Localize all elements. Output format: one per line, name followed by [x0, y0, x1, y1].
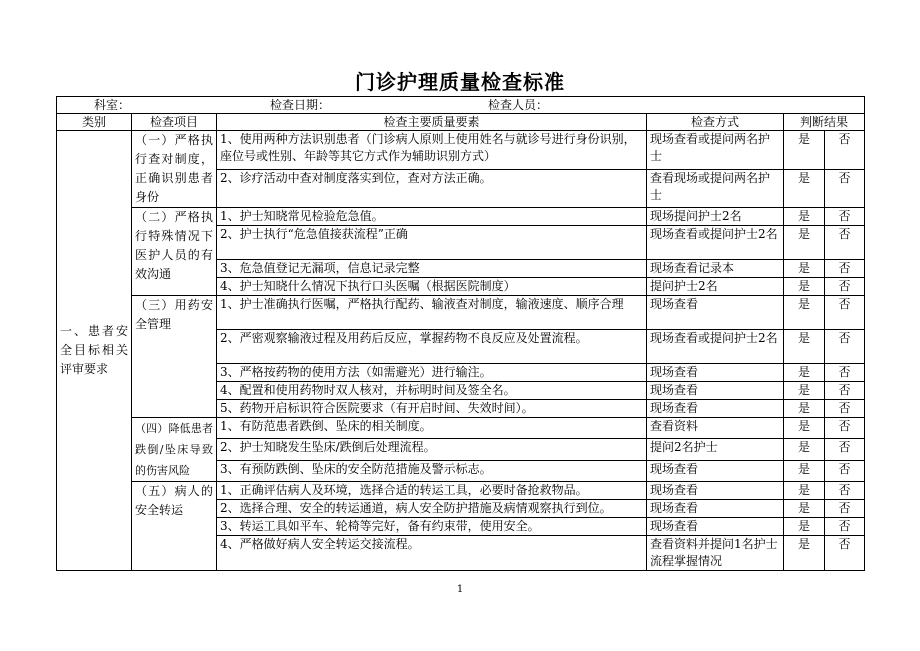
- result-yes-cell: 是: [784, 482, 825, 500]
- requirement-cell: 1、有防范患者跌倒、坠床的相关制度。: [217, 418, 647, 439]
- result-no-cell: 否: [825, 439, 865, 460]
- requirement-cell: 3、有预防跌倒、坠床的安全防范措施及警示标志。: [217, 460, 647, 481]
- result-no-cell: 否: [825, 460, 865, 481]
- requirement-cell: 3、严格按药物的使用方法（如需避光）进行输注。: [217, 364, 647, 382]
- result-yes-cell: 是: [784, 278, 825, 296]
- info-cell: [57, 97, 865, 114]
- result-yes-cell: 是: [784, 518, 825, 536]
- header-item: 检查项目: [132, 114, 217, 131]
- result-no-cell: 否: [825, 500, 865, 518]
- table-row: [57, 131, 865, 170]
- requirement-cell: 2、选择合理、安全的转运通道，病人安全防护措施及病情观察执行到位。: [217, 500, 647, 518]
- requirement-cell: 4、严格做好病人安全转运交接流程。: [217, 536, 647, 571]
- requirement-cell: 2、诊疗活动中查对制度落实到位，查对方法正确。: [217, 169, 647, 208]
- requirement-cell: 2、严密观察输液过程及用药后反应，掌握药物不良反应及处置流程。: [217, 330, 647, 364]
- method-cell: 提问2名护士: [647, 439, 784, 460]
- requirement-cell: 3、转运工具如平车、轮椅等完好，备有约束带，使用安全。: [217, 518, 647, 536]
- requirement-cell: 5、药物开启标识符合医院要求（有开启时间、失效时间）。: [217, 400, 647, 418]
- method-cell: 现场查看或提问两名护士: [647, 131, 784, 170]
- requirement-cell: 1、使用两种方法识别患者（门诊病人原则上使用姓名与就诊号进行身份识别，座位号或性别、年龄等其它方式作为辅助识别方式）: [217, 131, 647, 170]
- result-no-cell: 否: [825, 482, 865, 500]
- requirement-cell: 1、正确评估病人及环境，选择合适的转运工具，必要时备抢救物品。: [217, 482, 647, 500]
- inspector-label: 检查人员：: [488, 98, 549, 112]
- date-label: 检查日期：: [270, 98, 331, 112]
- header-method: 检查方式: [647, 114, 784, 131]
- info-row: [57, 97, 865, 114]
- method-cell: 提问护士2名: [647, 278, 784, 296]
- method-cell: 现场查看: [647, 500, 784, 518]
- check-item-cell: （三）用药安全管理: [132, 296, 217, 418]
- result-no-cell: 否: [825, 131, 865, 170]
- table-body: [57, 97, 865, 571]
- result-yes-cell: 是: [784, 364, 825, 382]
- page-number: 1: [456, 584, 464, 595]
- result-no-cell: 否: [825, 226, 865, 260]
- result-yes-cell: 是: [784, 226, 825, 260]
- method-cell: 现场查看: [647, 482, 784, 500]
- result-yes-cell: 是: [784, 131, 825, 170]
- requirement-cell: 4、配置和使用药物时双人核对，并标明时间及签全名。: [217, 382, 647, 400]
- result-yes-cell: 是: [784, 500, 825, 518]
- table-row: [57, 418, 865, 439]
- result-no-cell: 否: [825, 400, 865, 418]
- result-no-cell: 否: [825, 418, 865, 439]
- result-no-cell: 否: [825, 330, 865, 364]
- requirement-cell: 1、护士知晓常见检验危急值。: [217, 208, 647, 226]
- page-title: 门诊护理质量检查标准: [355, 70, 565, 94]
- result-no-cell: 否: [825, 536, 865, 571]
- requirement-cell: 2、护士知晓发生坠床/跌倒后处理流程。: [217, 439, 647, 460]
- method-cell: 现场查看或提问护士2名: [647, 330, 784, 364]
- result-yes-cell: 是: [784, 260, 825, 278]
- method-cell: 现场查看: [647, 518, 784, 536]
- result-no-cell: 否: [825, 518, 865, 536]
- header-row: [57, 114, 865, 131]
- result-no-cell: 否: [825, 278, 865, 296]
- result-no-cell: 否: [825, 382, 865, 400]
- table-row: [57, 208, 865, 226]
- check-item-cell: （二）严格执行特殊情况下医护人员的有效沟通: [132, 208, 217, 296]
- check-item-cell: （四）降低患者跌倒/坠床导致的伤害风险: [132, 418, 217, 482]
- check-item-cell: （五）病人的安全转运: [132, 482, 217, 571]
- result-no-cell: 否: [825, 364, 865, 382]
- method-cell: 现场查看: [647, 460, 784, 481]
- method-cell: 现场查看: [647, 296, 784, 330]
- check-item-cell: （一）严格执行查对制度，正确识别患者身份: [132, 131, 217, 208]
- header-requirement: 检查主要质量要素: [217, 114, 647, 131]
- method-cell: 现场查看: [647, 382, 784, 400]
- result-no-cell: 否: [825, 208, 865, 226]
- header-result: 判断结果: [784, 114, 865, 131]
- result-yes-cell: 是: [784, 296, 825, 330]
- table-row: [57, 296, 865, 330]
- result-yes-cell: 是: [784, 400, 825, 418]
- method-cell: 现场查看记录本: [647, 260, 784, 278]
- requirement-cell: 3、危急值登记无漏项，信息记录完整: [217, 260, 647, 278]
- requirement-cell: 4、护士知晓什么情况下执行口头医嘱（根据医院制度）: [217, 278, 647, 296]
- result-no-cell: 否: [825, 260, 865, 278]
- result-no-cell: 否: [825, 169, 865, 208]
- method-cell: 现场查看: [647, 400, 784, 418]
- result-no-cell: 否: [825, 296, 865, 330]
- result-yes-cell: 是: [784, 330, 825, 364]
- requirement-cell: 2、护士执行“危急值接获流程”正确: [217, 226, 647, 260]
- method-cell: 现场查看或提问护士2名: [647, 226, 784, 260]
- result-yes-cell: 是: [784, 439, 825, 460]
- method-cell: 查看资料: [647, 418, 784, 439]
- result-yes-cell: 是: [784, 169, 825, 208]
- result-yes-cell: 是: [784, 418, 825, 439]
- result-yes-cell: 是: [784, 208, 825, 226]
- header-category: 类别: [57, 114, 132, 131]
- inspection-table: [56, 96, 865, 571]
- method-cell: 现场查看: [647, 364, 784, 382]
- result-yes-cell: 是: [784, 382, 825, 400]
- method-cell: 查看现场或提问两名护士: [647, 169, 784, 208]
- method-cell: 现场提问护士2名: [647, 208, 784, 226]
- table-row: [57, 482, 865, 500]
- dept-label: 科室：: [94, 98, 131, 112]
- requirement-cell: 1、护士准确执行医嘱，严格执行配药、输液查对制度，输液速度、顺序合理: [217, 296, 647, 330]
- result-yes-cell: 是: [784, 536, 825, 571]
- method-cell: 查看资料并提问1名护士流程掌握情况: [647, 536, 784, 571]
- result-yes-cell: 是: [784, 460, 825, 481]
- category-cell: 一、患者安全目标相关评审要求: [57, 131, 132, 571]
